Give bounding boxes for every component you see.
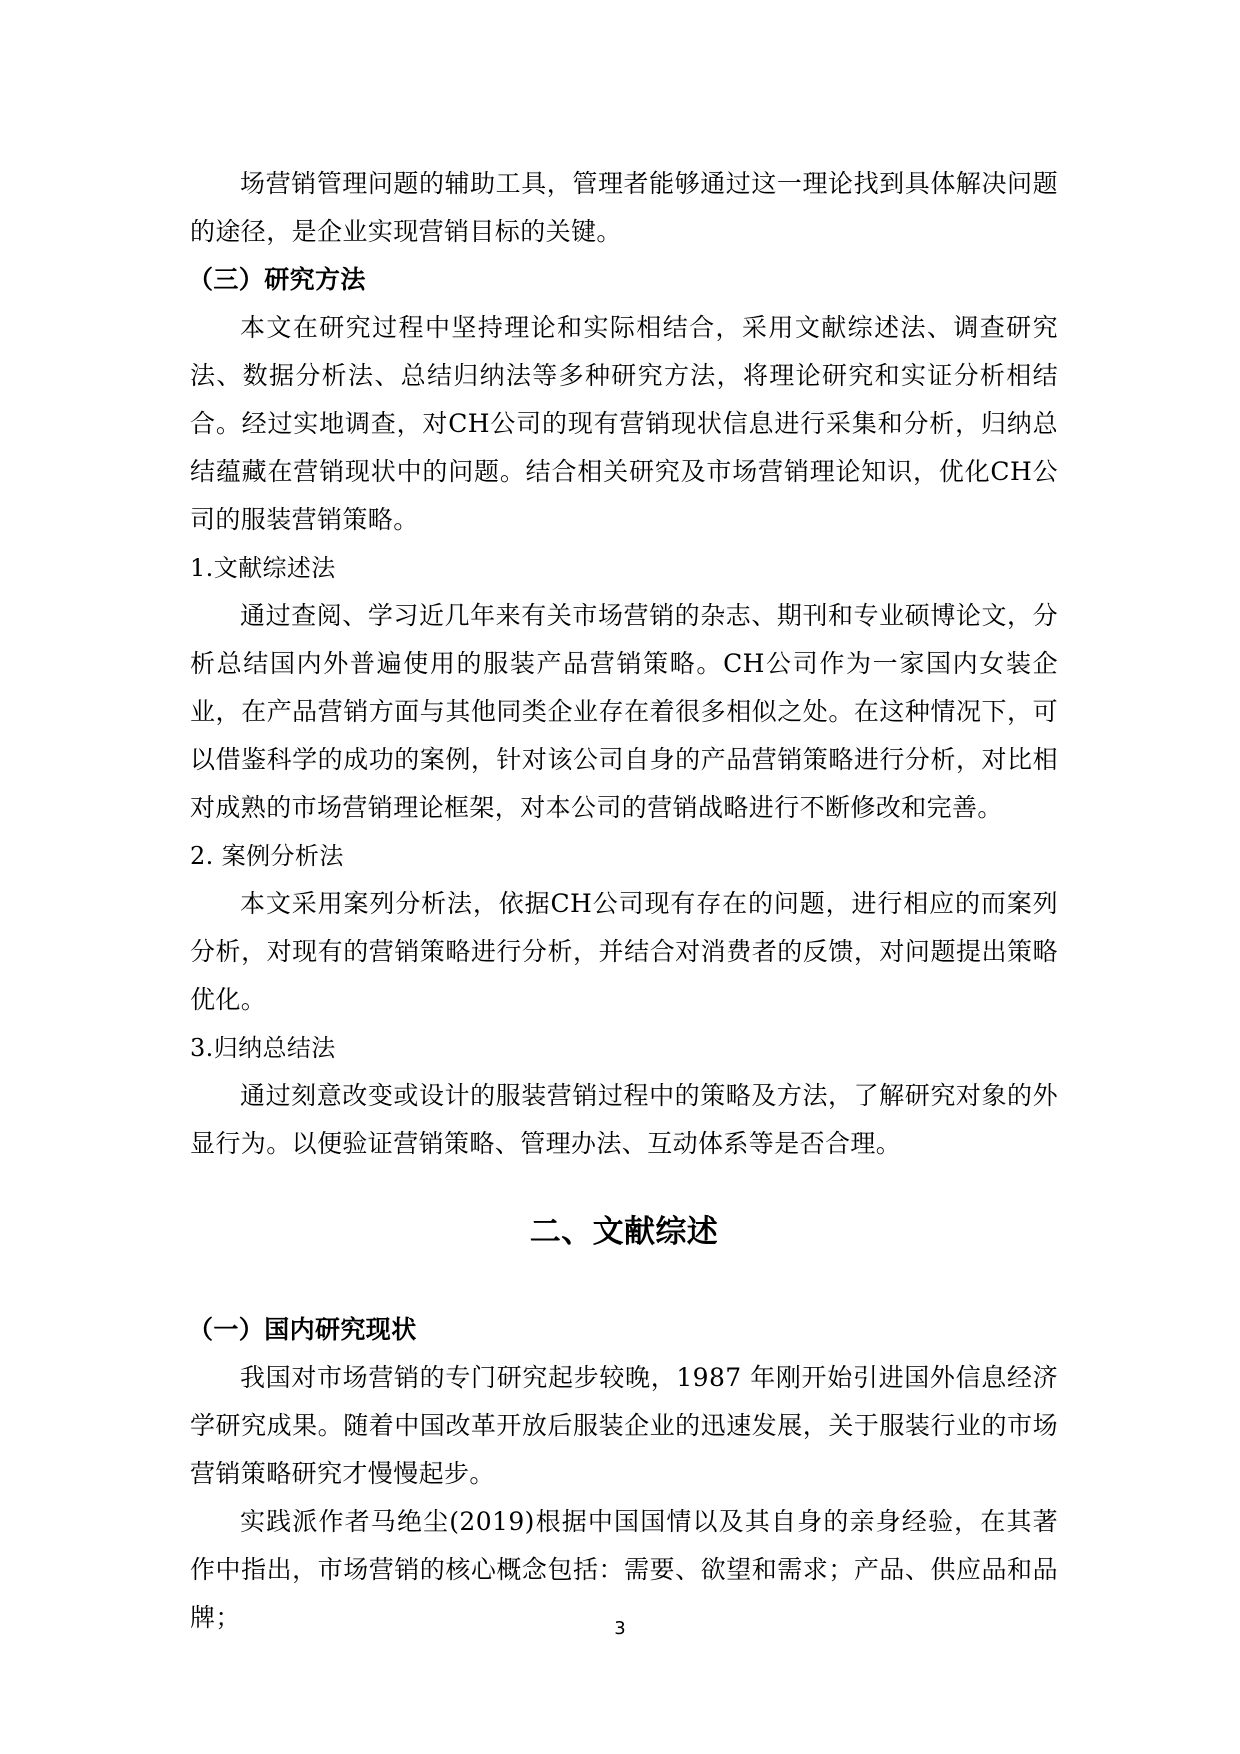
paragraph-domestic-research-1: 我国对市场营销的专门研究起步较晚，1987 年刚开始引进国外信息经济学研究成果。随着中国改革开放后服装企业的迅速发展，关于服装行业的市场营销策略研究才慢慢起步。 [190,1363,1058,1488]
paragraph-domestic-research-2: 实践派作者马绝尘(2019)根据中国国情以及其自身的亲身经验，在其著作中指出，市场营销的核心概念包括：需要、欲望和需求；产品、供应品和品牌； [190,1507,1058,1632]
page-number: 3 [614,1618,626,1639]
heading-domestic-research: （一）国内研究现状 [188,1315,417,1344]
heading-method-case-analysis: 2. 案例分析法 [190,842,344,870]
paragraph-research-methods: 本文在研究过程中坚持理论和实际相结合，采用文献综述法、调查研究法、数据分析法、总结归纳法等多种研究方法，将理论研究和实证分析相结合。经过实地调查，对CH公司的现有营销现状信息进行采集和分析，归纳总结蕴藏在营销现状中的问题。结合相关研究及市场营销理论知识，优化CH公司的服装营销策略。 [190,313,1058,534]
heading-research-methods: （三）研究方法 [188,265,366,294]
paragraph-intro-continuation: 场营销管理问题的辅助工具，管理者能够通过这一理论找到具体解决问题的途径，是企业实现营销目标的关键。 [190,169,1058,246]
heading-method-induction: 3.归纳总结法 [190,1034,336,1062]
paragraph-method-induction: 通过刻意改变或设计的服装营销过程中的策略及方法，了解研究对象的外显行为。以便验证营销策略、管理办法、互动体系等是否合理。 [190,1081,1058,1158]
paragraph-method-literature-review: 通过查阅、学习近几年来有关市场营销的杂志、期刊和专业硕博论文，分析总结国内外普遍使用的服装产品营销策略。CH公司作为一家国内女装企业，在产品营销方面与其他同类企业存在着很多相似之处。在这种情况下，可以借鉴科学的成功的案例，针对该公司自身的产品营销策略进行分析，对比相对成熟的市场营销理论框架，对本公司的营销战略进行不断修改和完善。 [190,601,1058,822]
document-body [190,160,1058,1642]
paragraph-method-case-analysis: 本文采用案列分析法，依据CH公司现有存在的问题，进行相应的而案列分析，对现有的营销策略进行分析，并结合对消费者的反馈，对问题提出策略优化。 [190,889,1058,1014]
heading-method-literature-review: 1.文献综述法 [190,554,336,582]
chapter-heading-literature-review: 二、文献综述 [529,1214,719,1250]
